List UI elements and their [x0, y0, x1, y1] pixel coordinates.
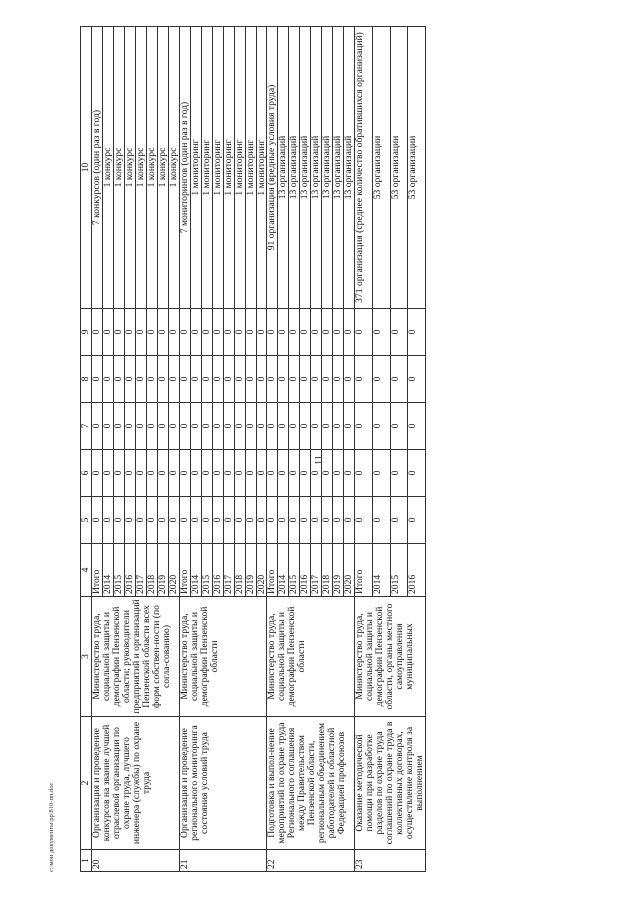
funding-value-cell: 0 — [408, 309, 426, 356]
result-cell: 53 организации — [372, 27, 390, 309]
funding-value-cell: 0 — [168, 356, 179, 403]
year-cell: 2020 — [344, 544, 355, 597]
funding-value-cell: 0 — [157, 450, 168, 497]
funding-value-cell: 0 — [311, 403, 322, 450]
year-cell: 2016 — [124, 544, 135, 597]
funding-value-cell: 0 — [157, 356, 168, 403]
funding-value-cell: 0 — [372, 497, 390, 544]
funding-value-cell: 0 — [179, 497, 190, 544]
result-cell: 1 конкурс — [113, 27, 124, 309]
year-cell: 2014 — [372, 544, 390, 597]
funding-value-cell: 0 — [113, 497, 124, 544]
funding-value-cell: 0 — [289, 403, 300, 450]
result-cell: 1 мониторинг — [234, 27, 245, 309]
funding-value-cell: 0 — [124, 403, 135, 450]
funding-value-cell: 0 — [289, 356, 300, 403]
funding-value-cell: 0 — [267, 450, 278, 497]
funding-value-cell: 0 — [333, 450, 344, 497]
executor-cell: Министерство труда, социальной защиты и демографии Пензенской области; руководители предприятий и организаций Пензенской области всех форм собствен-ности (по согла-сованию) — [91, 597, 179, 717]
funding-value-cell: 0 — [168, 309, 179, 356]
funding-value-cell: 0 — [201, 497, 212, 544]
executor-cell: Министерство труда, социальной защиты и демографии Пензенской области — [179, 597, 267, 717]
column-number: 4 — [81, 544, 92, 597]
funding-value-cell: 0 — [344, 497, 355, 544]
year-cell: 2020 — [256, 544, 267, 597]
funding-value-cell: 0 — [333, 356, 344, 403]
funding-value-cell: 0 — [135, 309, 146, 356]
executor-cell: Министерство труда, социальной защиты и демографии Пензенской области — [267, 597, 355, 717]
funding-value-cell: 0 — [256, 356, 267, 403]
funding-value-cell: 0 — [355, 497, 373, 544]
result-cell: 1 конкурс — [146, 27, 157, 309]
year-cell: 2016 — [408, 544, 426, 597]
funding-value-cell: 0 — [234, 309, 245, 356]
funding-value-cell: 0 — [91, 497, 102, 544]
funding-value-cell: 0 — [234, 450, 245, 497]
funding-value-cell: 0 — [135, 497, 146, 544]
result-cell: 13 организаций — [289, 27, 300, 309]
row-number-cell: 22 — [267, 850, 355, 872]
funding-value-cell: 0 — [408, 356, 426, 403]
funding-value-cell: 0 — [311, 497, 322, 544]
funding-value-cell: 0 — [223, 403, 234, 450]
funding-value-cell: 0 — [179, 356, 190, 403]
activity-cell: Оказание методической помощи при разработке разделов по охране труда соглашений по охране труда в коллективных договорах, осуществление контроля за выполнением — [355, 717, 426, 850]
funding-value-cell: 0 — [212, 309, 223, 356]
funding-value-cell: 0 — [234, 356, 245, 403]
funding-value-cell: 0 — [212, 497, 223, 544]
result-cell: 1 мониторинг — [212, 27, 223, 309]
year-cell: 2014 — [102, 544, 113, 597]
funding-value-cell: 0 — [179, 403, 190, 450]
funding-value-cell: 0 — [201, 450, 212, 497]
funding-value-cell: 0 — [91, 450, 102, 497]
funding-value-cell: 0 — [322, 356, 333, 403]
funding-value-cell: 0 — [289, 497, 300, 544]
funding-value-cell: 0 — [245, 450, 256, 497]
year-cell: 2016 — [212, 544, 223, 597]
funding-value-cell: 0 — [344, 309, 355, 356]
program-activities-table — [80, 26, 426, 872]
funding-value-cell: 0 — [113, 450, 124, 497]
funding-value-cell: 0 — [124, 450, 135, 497]
funding-value-cell: 0 — [355, 309, 373, 356]
funding-value-cell: 0 — [157, 497, 168, 544]
year-cell: 2019 — [333, 544, 344, 597]
funding-value-cell: 0 — [201, 356, 212, 403]
year-cell: 2015 — [390, 544, 408, 597]
result-cell: 1 мониторинг — [223, 27, 234, 309]
year-cell: 2016 — [300, 544, 311, 597]
funding-value-cell: 0 — [256, 497, 267, 544]
funding-value-cell: 0 — [245, 497, 256, 544]
funding-value-cell: 0 — [223, 356, 234, 403]
year-cell: 2018 — [322, 544, 333, 597]
result-cell: 1 мониторинг — [190, 27, 201, 309]
activity-cell: Подготовка и выпол-нение мероприятий по охране труда Регионального соглашения между Правительством Пензенской области, региональным объединением работодателей и областной Федерацией профсоюзов — [267, 717, 355, 850]
funding-value-cell: 0 — [256, 403, 267, 450]
year-cell: Итого — [267, 544, 278, 597]
file-path-footer: c:\мои документы\рр\810-пп.doc — [48, 782, 55, 872]
column-number: 9 — [81, 309, 92, 356]
funding-value-cell: 0 — [201, 403, 212, 450]
funding-value-cell: 0 — [256, 309, 267, 356]
result-cell: 7 конкурсов (один раз в год) — [91, 27, 102, 309]
funding-value-cell: 0 — [289, 450, 300, 497]
result-cell: 1 конкурс — [124, 27, 135, 309]
row-number-cell: 23 — [355, 850, 426, 872]
table-row — [91, 27, 102, 872]
year-cell: 2017 — [223, 544, 234, 597]
funding-value-cell: 0 — [157, 403, 168, 450]
activity-cell: Организация и проведение регионального мониторинга состояния условий труда — [179, 717, 267, 850]
funding-value-cell: 0 — [146, 497, 157, 544]
year-cell: 2019 — [245, 544, 256, 597]
funding-value-cell: 0 — [113, 309, 124, 356]
year-cell: Итого — [91, 544, 102, 597]
funding-value-cell: 0 — [135, 450, 146, 497]
funding-value-cell: 0 — [300, 497, 311, 544]
column-number: 6 — [81, 450, 92, 497]
funding-value-cell: 0 — [201, 309, 212, 356]
funding-value-cell: 0 — [179, 309, 190, 356]
funding-value-cell: 0 — [223, 497, 234, 544]
funding-value-cell: 0 — [124, 497, 135, 544]
table-row — [267, 27, 278, 872]
result-cell: 53 организации — [408, 27, 426, 309]
year-cell: 2019 — [157, 544, 168, 597]
result-cell: 1 мониторинг — [201, 27, 212, 309]
funding-value-cell: 0 — [157, 309, 168, 356]
column-number: 5 — [81, 497, 92, 544]
table-row — [179, 27, 190, 872]
funding-value-cell: 0 — [212, 356, 223, 403]
funding-value-cell: 0 — [234, 403, 245, 450]
funding-value-cell: 0 — [355, 403, 373, 450]
funding-value-cell: 0 — [333, 403, 344, 450]
funding-value-cell: 0 — [179, 450, 190, 497]
funding-value-cell: 0 — [408, 450, 426, 497]
funding-value-cell: 0 — [344, 403, 355, 450]
funding-value-cell: 0 — [355, 450, 373, 497]
funding-value-cell: 0 — [278, 403, 289, 450]
funding-value-cell: 0 — [102, 403, 113, 450]
funding-value-cell: 0 — [102, 450, 113, 497]
column-number-header-row — [81, 27, 92, 872]
activity-cell: Организация и проведение конкурсов на звание лучшей отраслевой организации по охране труда, лучшего инженера (службы) по охране труда — [91, 717, 179, 850]
result-cell: 7 мониторингов (один раз в год) — [179, 27, 190, 309]
funding-value-cell: 0 — [91, 309, 102, 356]
funding-value-cell: 0 — [146, 356, 157, 403]
executor-cell: Министерство труда, социальной защиты и демографии Пензенской области, органы местного самоуправления муниципальных — [355, 597, 426, 717]
funding-value-cell: 0 — [135, 356, 146, 403]
table-row — [355, 27, 373, 872]
funding-value-cell: 0 — [344, 450, 355, 497]
funding-value-cell: 0 — [245, 403, 256, 450]
result-cell: 13 организаций — [311, 27, 322, 309]
column-number: 2 — [81, 717, 92, 850]
funding-value-cell: 0 — [300, 356, 311, 403]
funding-value-cell: 0 — [311, 450, 322, 497]
year-cell: 2014 — [190, 544, 201, 597]
funding-value-cell: 0 — [91, 356, 102, 403]
funding-value-cell: 0 — [256, 450, 267, 497]
funding-value-cell: 0 — [267, 309, 278, 356]
funding-value-cell: 0 — [278, 309, 289, 356]
result-cell: 91 организация (вредные условия труда) — [267, 27, 278, 309]
funding-value-cell: 0 — [300, 403, 311, 450]
funding-value-cell: 0 — [322, 403, 333, 450]
funding-value-cell: 0 — [190, 309, 201, 356]
funding-value-cell: 0 — [190, 403, 201, 450]
result-cell: 13 организаций — [333, 27, 344, 309]
funding-value-cell: 0 — [223, 309, 234, 356]
result-cell: 53 организации — [390, 27, 408, 309]
year-cell: 2017 — [135, 544, 146, 597]
funding-value-cell: 0 — [372, 309, 390, 356]
column-number: 8 — [81, 356, 92, 403]
row-number-cell: 20 — [91, 850, 179, 872]
column-number: 1 — [81, 850, 92, 872]
result-cell: 1 конкурс — [135, 27, 146, 309]
funding-value-cell: 0 — [408, 497, 426, 544]
funding-value-cell: 0 — [390, 356, 408, 403]
funding-value-cell: 0 — [390, 403, 408, 450]
funding-value-cell: 0 — [168, 450, 179, 497]
year-cell: Итого — [355, 544, 373, 597]
funding-value-cell: 0 — [135, 403, 146, 450]
funding-value-cell: 0 — [300, 450, 311, 497]
result-cell: 1 конкурс — [102, 27, 113, 309]
funding-value-cell: 0 — [390, 450, 408, 497]
funding-value-cell: 0 — [322, 450, 333, 497]
page-number: 11 — [314, 455, 325, 465]
funding-value-cell: 0 — [311, 356, 322, 403]
result-cell: 1 конкурс — [157, 27, 168, 309]
funding-value-cell: 0 — [124, 309, 135, 356]
funding-value-cell: 0 — [311, 309, 322, 356]
funding-value-cell: 0 — [212, 403, 223, 450]
funding-value-cell: 0 — [234, 497, 245, 544]
funding-value-cell: 0 — [372, 450, 390, 497]
funding-value-cell: 0 — [113, 356, 124, 403]
year-cell: Итого — [179, 544, 190, 597]
year-cell: 2015 — [289, 544, 300, 597]
column-number: 10 — [81, 27, 92, 309]
year-cell: 2015 — [201, 544, 212, 597]
funding-value-cell: 0 — [267, 356, 278, 403]
funding-value-cell: 0 — [408, 403, 426, 450]
funding-value-cell: 0 — [102, 497, 113, 544]
funding-value-cell: 0 — [278, 450, 289, 497]
year-cell: 2018 — [234, 544, 245, 597]
funding-value-cell: 0 — [223, 450, 234, 497]
funding-value-cell: 0 — [190, 356, 201, 403]
funding-value-cell: 0 — [390, 309, 408, 356]
funding-value-cell: 0 — [278, 356, 289, 403]
funding-value-cell: 0 — [322, 309, 333, 356]
funding-value-cell: 0 — [333, 497, 344, 544]
funding-value-cell: 0 — [113, 403, 124, 450]
year-cell: 2015 — [113, 544, 124, 597]
funding-value-cell: 0 — [190, 497, 201, 544]
funding-value-cell: 0 — [289, 309, 300, 356]
result-cell: 1 мониторинг — [256, 27, 267, 309]
result-cell: 1 мониторинг — [245, 27, 256, 309]
column-number: 7 — [81, 403, 92, 450]
funding-value-cell: 0 — [245, 356, 256, 403]
funding-value-cell: 0 — [267, 497, 278, 544]
funding-value-cell: 0 — [355, 356, 373, 403]
funding-value-cell: 0 — [245, 309, 256, 356]
funding-value-cell: 0 — [344, 356, 355, 403]
year-cell: 2014 — [278, 544, 289, 597]
result-cell: 13 организаций — [344, 27, 355, 309]
funding-value-cell: 0 — [124, 356, 135, 403]
funding-value-cell: 0 — [372, 356, 390, 403]
funding-value-cell: 0 — [146, 450, 157, 497]
result-cell: 13 организаций — [322, 27, 333, 309]
rotated-table-container — [80, 27, 600, 872]
funding-value-cell: 0 — [322, 497, 333, 544]
funding-value-cell: 0 — [168, 497, 179, 544]
result-cell: 371 организация (среднее количество обратившихся организаций) — [355, 27, 373, 309]
funding-value-cell: 0 — [190, 450, 201, 497]
funding-value-cell: 0 — [168, 403, 179, 450]
funding-value-cell: 0 — [333, 309, 344, 356]
column-number: 3 — [81, 597, 92, 717]
funding-value-cell: 0 — [146, 403, 157, 450]
funding-value-cell: 0 — [372, 403, 390, 450]
funding-value-cell: 0 — [146, 309, 157, 356]
funding-value-cell: 0 — [102, 356, 113, 403]
result-cell: 13 организаций — [278, 27, 289, 309]
funding-value-cell: 0 — [390, 497, 408, 544]
funding-value-cell: 0 — [278, 497, 289, 544]
result-cell: 1 конкурс — [168, 27, 179, 309]
funding-value-cell: 0 — [300, 309, 311, 356]
year-cell: 2020 — [168, 544, 179, 597]
result-cell: 13 организаций — [300, 27, 311, 309]
funding-value-cell: 0 — [212, 450, 223, 497]
funding-value-cell: 0 — [267, 403, 278, 450]
year-cell: 2017 — [311, 544, 322, 597]
year-cell: 2018 — [146, 544, 157, 597]
funding-value-cell: 0 — [102, 309, 113, 356]
row-number-cell: 21 — [179, 850, 267, 872]
funding-value-cell: 0 — [91, 403, 102, 450]
